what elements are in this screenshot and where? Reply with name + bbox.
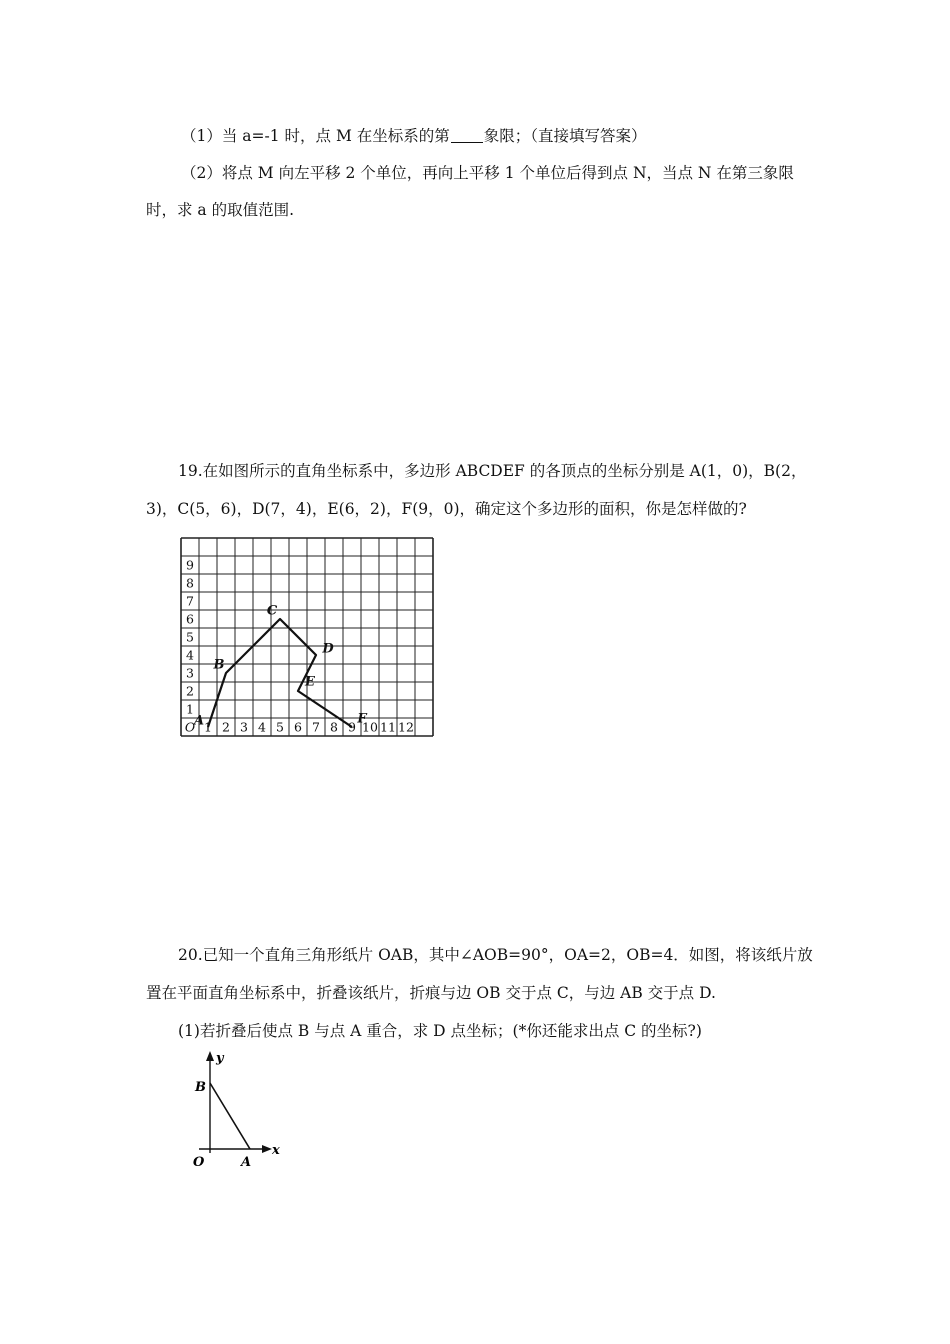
x-tick-label: 6 bbox=[294, 719, 302, 735]
point-label-A: A bbox=[193, 713, 205, 729]
q20-part1: (1)若折叠后使点 B 与点 A 重合，求 D 点坐标；(*你还能求出点 C 的坐标?) bbox=[178, 1022, 702, 1040]
y-tick-label: 6 bbox=[186, 611, 194, 627]
q19-line2: 3)，C(5，6)，D(7，4)，E(6，2)，F(9，0)，确定这个多边形的面积，你是怎样做的? bbox=[146, 500, 747, 518]
y-tick-label: 4 bbox=[186, 647, 194, 663]
x-tick-label: 12 bbox=[398, 719, 414, 735]
polygon-outline bbox=[208, 619, 352, 727]
y-tick-label: 9 bbox=[186, 557, 194, 573]
x-tick-label: 3 bbox=[240, 719, 248, 735]
x-tick-label: 4 bbox=[258, 719, 266, 735]
axis-label-y: y bbox=[216, 1051, 224, 1066]
coordinate-grid-figure bbox=[175, 534, 445, 739]
x-tick-label: 5 bbox=[276, 719, 284, 735]
point-label-B: B bbox=[195, 1080, 206, 1095]
x-tick-label: 7 bbox=[312, 719, 320, 735]
answer-blank[interactable] bbox=[451, 128, 483, 143]
point-label-C: C bbox=[266, 603, 278, 619]
triangle-figure bbox=[185, 1048, 290, 1173]
origin-label: O bbox=[184, 719, 196, 735]
point-label-D: D bbox=[322, 641, 334, 657]
y-axis-arrow-icon bbox=[206, 1051, 214, 1061]
point-label-O: O bbox=[193, 1155, 205, 1170]
q18-part1-text-a: （1）当 a=-1 时，点 M 在坐标系的第 bbox=[181, 127, 450, 145]
x-tick-label: 9 bbox=[348, 719, 356, 735]
q18-part2-line2: 时，求 a 的取值范围. bbox=[146, 201, 295, 219]
q18-part1 bbox=[181, 128, 647, 145]
axis-label-x: x bbox=[272, 1143, 280, 1158]
q18-part1-text-b: 象限；（直接填写答案） bbox=[483, 127, 647, 145]
x-tick-label: 10 bbox=[362, 719, 378, 735]
y-tick-label: 7 bbox=[186, 593, 194, 609]
q18-part2-line1: （2）将点 M 向左平移 2 个单位，再向上平移 1 个单位后得到点 N，当点 N 在第三象限 bbox=[181, 164, 794, 182]
x-tick-label: 1 bbox=[204, 719, 212, 735]
x-tick-label: 2 bbox=[222, 719, 230, 735]
y-tick-label: 8 bbox=[186, 575, 194, 591]
x-tick-label: 8 bbox=[330, 719, 338, 735]
point-label-B: B bbox=[213, 657, 225, 673]
q20-line2: 置在平面直角坐标系中，折叠该纸片，折痕与边 OB 交于点 C，与边 AB 交于点 D. bbox=[146, 984, 716, 1002]
y-tick-label: 5 bbox=[186, 629, 194, 645]
point-label-E: E bbox=[305, 674, 315, 690]
y-tick-label: 3 bbox=[186, 665, 194, 681]
q19-line1: 19.在如图所示的直角坐标系中，多边形 ABCDEF 的各顶点的坐标分别是 A(1，0)，B(2， bbox=[178, 462, 807, 480]
y-tick-label: 2 bbox=[186, 683, 194, 699]
triangle-hypotenuse-AB bbox=[210, 1083, 250, 1149]
x-axis-arrow-icon bbox=[262, 1145, 272, 1153]
x-tick-label: 11 bbox=[380, 719, 396, 735]
point-label-F: F bbox=[357, 711, 367, 727]
q20-line1: 20.已知一个直角三角形纸片 OAB，其中∠AOB=90°，OA=2，OB=4．如图，将该纸片放 bbox=[178, 946, 813, 964]
point-label-A: A bbox=[241, 1155, 252, 1170]
y-tick-label: 1 bbox=[186, 701, 194, 717]
